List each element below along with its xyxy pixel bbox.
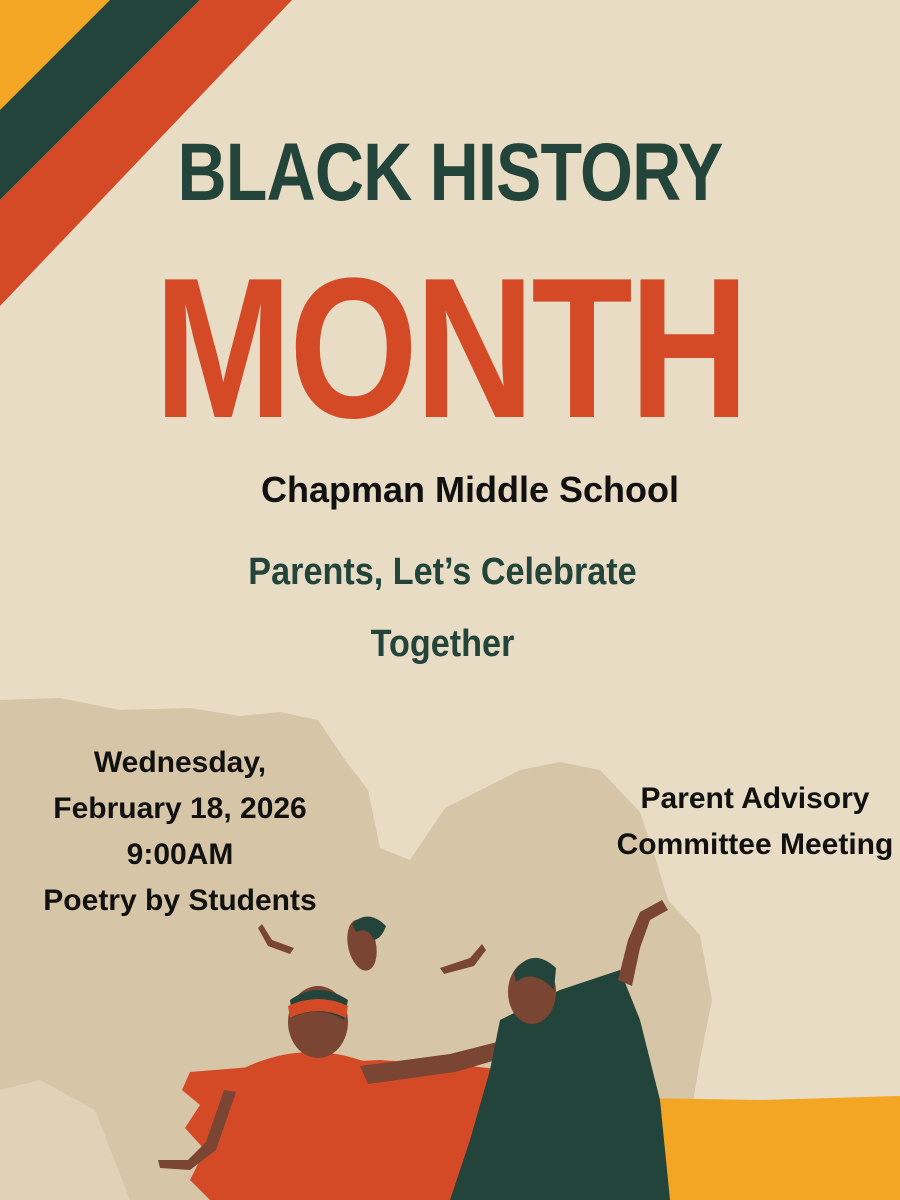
tagline: Parents, Let’s Celebrate Together: [248, 551, 637, 665]
event-time: 9:00AM: [126, 838, 234, 871]
title-black-history: BLACK HISTORY: [177, 127, 723, 218]
event-details: [0, 740, 360, 924]
event-activity: Poetry by Students: [43, 884, 317, 917]
meeting-label: Parent Advisory Committee Meeting: [616, 782, 894, 861]
event-day: Wednesday,: [93, 746, 267, 779]
school-name: Chapman Middle School: [260, 469, 680, 510]
event-date: February 18, 2026: [53, 792, 307, 825]
title-month: MONTH: [154, 237, 746, 460]
